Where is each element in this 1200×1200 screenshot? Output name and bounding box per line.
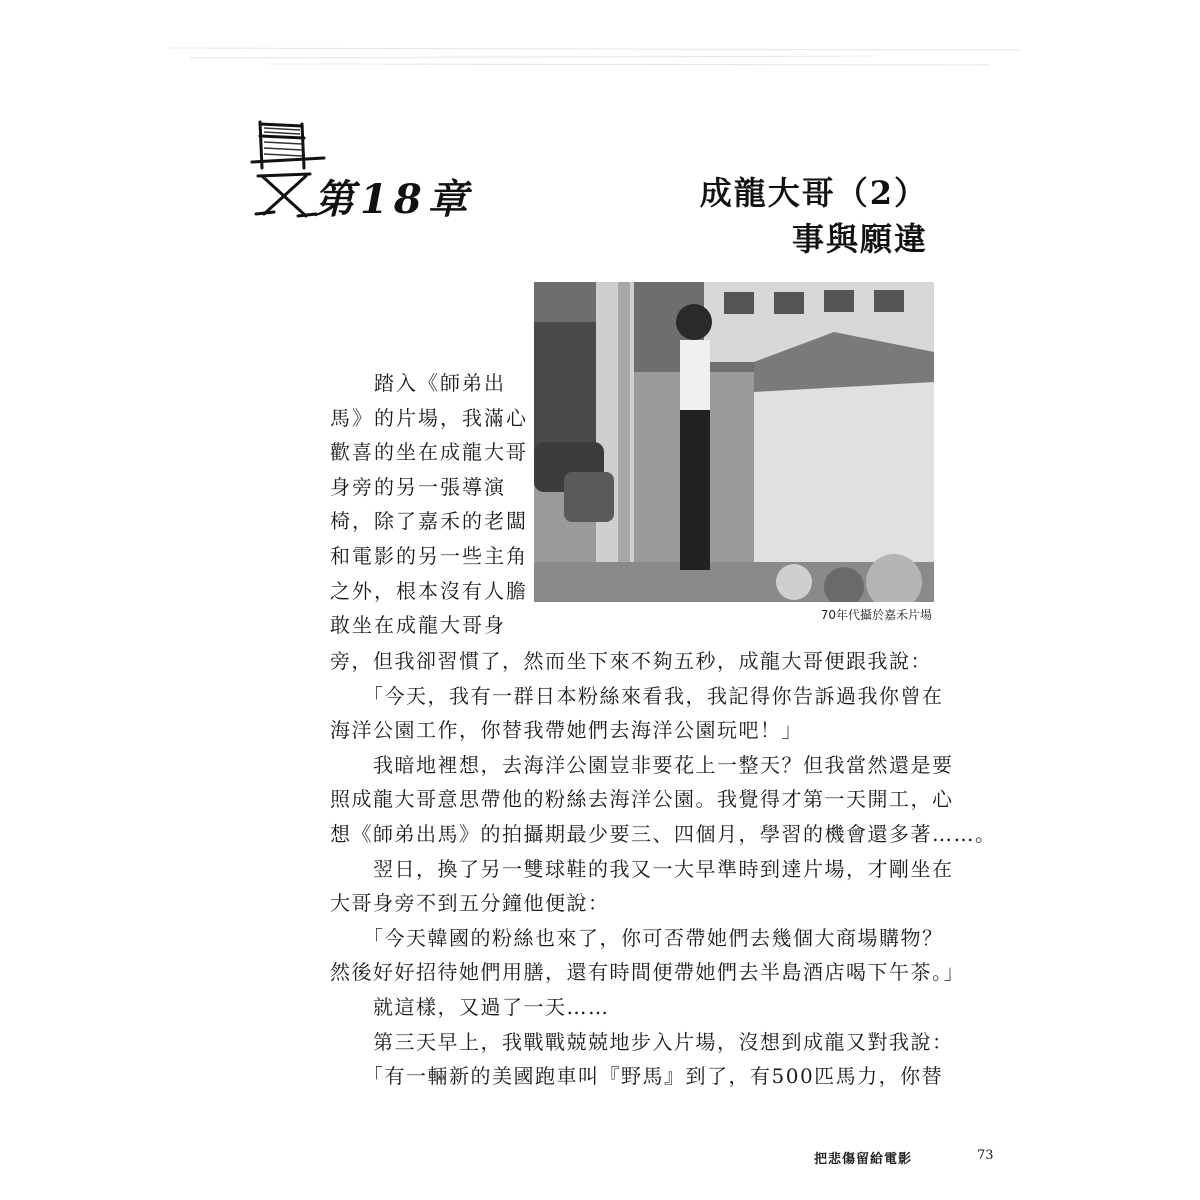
text-line: 海洋公園工作，你替我帶她們去海洋公園玩吧！」: [330, 718, 803, 743]
chapter-title: 成龍大哥（2）: [699, 174, 928, 212]
text-line: 想《師弟出馬》的拍攝期最少要三、四個月，學習的機會還多著……。: [330, 821, 997, 846]
text-line: 踏入《師弟出: [330, 371, 506, 395]
text-line: 第三天早上，我戰戰兢兢地步入片場，沒想到成龍又對我說：: [330, 1029, 954, 1054]
text-line: 椅，除了嘉禾的老闆: [330, 509, 528, 534]
text-line: 敢坐在成龍大哥身: [330, 613, 506, 638]
running-footer-title: 把悲傷留給電影: [814, 1152, 913, 1167]
text-line: 和電影的另一些主角: [330, 543, 528, 568]
text-line: 照成龍大哥意思帶他的粉絲去海洋公園。我覺得才第一天開工，心: [330, 787, 954, 812]
text-line: 歡喜的坐在成龍大哥: [330, 440, 528, 465]
chapter-label: 第18章: [314, 176, 474, 223]
text-line: 旁，但我卻習慣了，然而坐下來不夠五秒，成龍大哥便跟我說：: [330, 649, 932, 673]
text-line: 「有一輛新的美國跑車叫『野馬』到了，有500匹馬力，你替: [330, 1064, 944, 1089]
text-line: 身旁的另一張導演: [330, 474, 506, 499]
body-text-narrow: [330, 366, 528, 643]
chapter-subtitle: 事與願違: [791, 220, 928, 258]
chapter-photo: [534, 282, 934, 602]
scan-noise: [170, 40, 1020, 70]
text-line: 然後好好招待她們用膳，還有時間便帶她們去半島酒店喝下午茶。」: [330, 960, 965, 985]
text-line: 「今天，我有一群日本粉絲來看我，我記得你告訴過我你曾在: [330, 683, 944, 708]
text-line: 翌日，換了另一雙球鞋的我又一大早準時到達片場，才剛坐在: [330, 856, 954, 881]
photo-caption: 70年代攝於嘉禾片場: [820, 608, 932, 622]
text-line: 馬》的片場，我滿心: [330, 405, 528, 430]
text-line: 就這樣，又過了一天……: [330, 994, 610, 1019]
text-line: 「今天韓國的粉絲也來了，你可否帶她們去幾個大商場購物？: [330, 925, 944, 950]
body-text: [330, 644, 997, 1094]
text-line: 大哥身旁不到五分鐘他便說：: [330, 891, 610, 916]
page-number: 73: [977, 1148, 994, 1163]
text-line: 之外，根本沒有人膽: [330, 578, 528, 603]
text-line: 我暗地裡想，去海洋公園豈非要花上一整天？但我當然還是要: [330, 752, 954, 777]
